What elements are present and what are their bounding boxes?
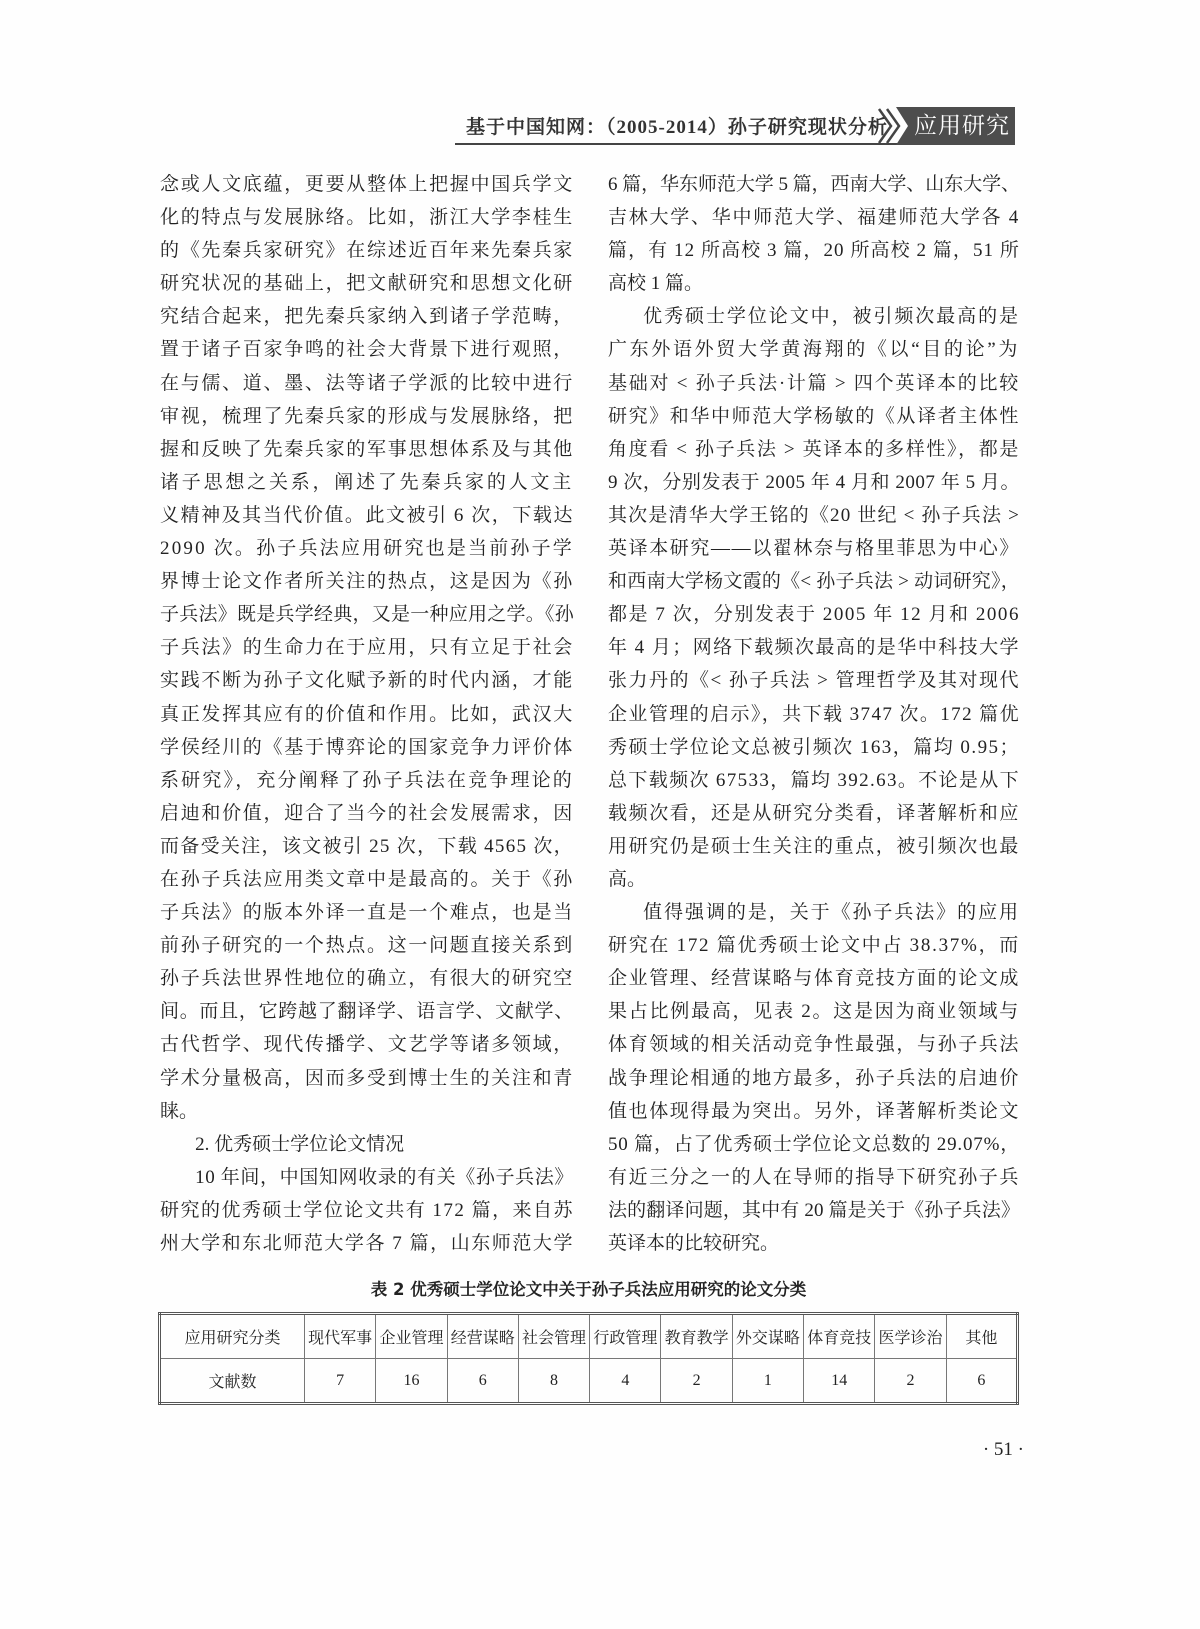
- text-line: 6 篇，华东师范大学 5 篇，西南大学、山东大学、: [608, 174, 1020, 195]
- text-line: 角度看 < 孙子兵法 > 英译本的多样性》，都是: [608, 438, 1020, 460]
- text-line: 高校 1 篇。: [608, 273, 704, 295]
- text-line: 孙子兵法世界性地位的确立，有很大的研究空: [160, 968, 574, 990]
- text-line: 体育领域的相关活动竞争性最强，与孙子兵法: [608, 1034, 1020, 1056]
- classification-table: [158, 1312, 1019, 1405]
- text-line: 有近三分之一的人在导师的指导下研究孙子兵: [608, 1166, 1020, 1188]
- text-line: 究结合起来，把先秦兵家纳入到诸子学范畴，: [160, 306, 574, 328]
- table-cell: 16: [376, 1359, 447, 1404]
- text-line: 念或人文底蕴，更要从整体上把握中国兵学文: [160, 174, 574, 195]
- table-header-cell: 行政管理: [590, 1314, 661, 1359]
- text-line: 启迪和价值，迎合了当今的社会发展需求，因: [160, 802, 574, 824]
- text-line: 间。而且，它跨越了翻译学、语言学、文献学、: [160, 1001, 574, 1023]
- text-line: 战争理论相通的地方最多，孙子兵法的启迪价: [608, 1067, 1020, 1089]
- text-line: 值得强调的是，关于《孙子兵法》的应用: [643, 902, 1020, 924]
- text-line: 基础对 < 孙子兵法·计篇 > 四个英译本的比较: [608, 372, 1020, 394]
- table-cell: 1: [732, 1359, 803, 1404]
- text-line: 子兵法》的版本外译一直是一个难点，也是当: [160, 902, 574, 924]
- text-line: 系研究》，充分阐释了孙子兵法在竞争理论的: [160, 769, 574, 791]
- text-line: 置于诸子百家争鸣的社会大背景下进行观照，: [160, 339, 574, 361]
- text-line: 都是 7 次，分别发表于 2005 年 12 月和 2006: [608, 604, 1020, 626]
- text-line: 张力丹的《< 孙子兵法 > 管理哲学及其对现代: [608, 670, 1020, 692]
- text-line: 的《先秦兵家研究》在综述近百年来先秦兵家: [160, 240, 574, 262]
- table-cell: 7: [305, 1359, 376, 1404]
- text-line: 总下载频次 67533，篇均 392.63。不论是从下: [608, 769, 1020, 791]
- text-line: 在孙子兵法应用类文章中是最高的。关于《孙: [160, 868, 574, 890]
- section-badge: [876, 104, 1016, 148]
- text-line: 载频次看，还是从研究分类看，译著解析和应: [608, 802, 1020, 824]
- text-line: 优秀硕士学位论文中，被引频次最高的是: [643, 306, 1020, 328]
- table-header-cell: 企业管理: [376, 1314, 447, 1359]
- text-line: 广东外语外贸大学黄海翔的《以“目的论”为: [608, 339, 1020, 361]
- text-line: 子兵法》既是兵学经典，又是一种应用之学。《孙: [160, 604, 574, 626]
- text-line: 2090 次。孙子兵法应用研究也是当前孙子学: [160, 538, 574, 560]
- running-title: 基于中国知网：（2005-2014）孙子研究现状分析: [466, 117, 888, 138]
- table-cell: 2: [661, 1359, 732, 1404]
- text-line: 州大学和东北师范大学各 7 篇，山东师范大学: [160, 1233, 574, 1254]
- text-line: 企业管理、经营谋略与体育竞技方面的论文成: [608, 968, 1020, 990]
- section-label: 应用研究: [914, 113, 1010, 139]
- text-line: 吉林大学、华中师范大学、福建师范大学各 4: [608, 207, 1020, 229]
- text-line: 研究状况的基础上，把文献研究和思想文化研: [160, 273, 574, 295]
- table-header-cell: 社会管理: [518, 1314, 589, 1359]
- text-line: 而备受关注，该文被引 25 次，下载 4565 次，: [160, 835, 574, 857]
- table-caption: 表 2 优秀硕士学位论文中关于孙子兵法应用研究的论文分类: [370, 1280, 807, 1299]
- table-header-cell: 教育教学: [661, 1314, 732, 1359]
- text-line: 篇，有 12 所高校 3 篇，20 所高校 2 篇，51 所: [608, 240, 1020, 262]
- left-column: [160, 168, 574, 1260]
- text-line: 和西南大学杨文霞的《< 孙子兵法 > 动词研究》，: [608, 571, 1020, 593]
- text-line: 古代哲学、现代传播学、文艺学等诸多领域，: [160, 1034, 574, 1056]
- text-line: 诸子思想之关系，阐述了先秦兵家的人文主: [160, 471, 574, 493]
- table-row-label: 文献数: [160, 1359, 305, 1404]
- table-cell: 6: [946, 1359, 1017, 1404]
- table-cell: 2: [875, 1359, 946, 1404]
- table-row: [160, 1359, 1018, 1404]
- text-line: 真正发挥其应有的价值和作用。比如，武汉大: [160, 703, 574, 725]
- table-header-cell: 现代军事: [305, 1314, 376, 1359]
- text-line: 年 4 月；网络下载频次最高的是华中科技大学: [608, 637, 1020, 659]
- right-column: [608, 168, 1020, 1260]
- text-line: 50 篇，占了优秀硕士学位论文总数的 29.07%，: [608, 1133, 1020, 1155]
- text-line: 子兵法》的生命力在于应用，只有立足于社会: [160, 637, 574, 659]
- text-line: 用研究仍是硕士生关注的重点，被引频次也最: [608, 835, 1020, 857]
- text-line: 睐。: [160, 1100, 199, 1122]
- table-cell: 14: [804, 1359, 875, 1404]
- table-cell: 6: [447, 1359, 518, 1404]
- text-line: 学术分量极高，因而多受到博士生的关注和青: [160, 1067, 574, 1089]
- text-line: 化的特点与发展脉络。比如，浙江大学李桂生: [160, 207, 574, 229]
- text-line: 9 次，分别发表于 2005 年 4 月和 2007 年 5 月。: [608, 471, 1020, 493]
- text-line: 10 年间，中国知网收录的有关《孙子兵法》: [195, 1166, 574, 1188]
- text-line: 界博士论文作者所关注的热点，这是因为《孙: [160, 571, 574, 593]
- table-header-cell: 经营谋略: [447, 1314, 518, 1359]
- chevron-icon: [887, 109, 899, 143]
- table-container: [158, 1312, 1019, 1405]
- text-line: 前孙子研究的一个热点。这一问题直接关系到: [160, 935, 574, 957]
- table-header-cell: 应用研究分类: [160, 1314, 305, 1359]
- text-line: 实践不断为孙子文化赋予新的时代内涵，才能: [160, 670, 574, 692]
- page-number: · 51 ·: [982, 1439, 1024, 1460]
- text-line: 法的翻译问题，其中有 20 篇是关于《孙子兵法》: [608, 1199, 1020, 1221]
- table-cell: 8: [518, 1359, 589, 1404]
- text-line: 其次是清华大学王铭的《20 世纪 < 孙子兵法 >: [608, 504, 1020, 526]
- text-line: 学侯经川的《基于博弈论的国家竞争力评价体: [160, 736, 574, 758]
- text-line: 研究在 172 篇优秀硕士论文中占 38.37%，而: [608, 935, 1020, 957]
- text-line: 在与儒、道、墨、法等诸子学派的比较中进行: [160, 372, 574, 394]
- text-line: 研究》和华中师范大学杨敏的《从译者主体性: [608, 405, 1020, 427]
- table-header-cell: 外交谋略: [732, 1314, 803, 1359]
- table-cell: 4: [590, 1359, 661, 1404]
- text-line: 果占比例最高，见表 2。这是因为商业领域与: [608, 1001, 1020, 1023]
- table-header-cell: 体育竞技: [804, 1314, 875, 1359]
- text-line: 企业管理的启示》，共下载 3747 次。172 篇优: [608, 703, 1020, 725]
- text-line: 英译本研究——以翟林奈与格里菲思为中心》: [608, 538, 1020, 560]
- table-header-row: [160, 1314, 1018, 1359]
- text-line: 秀硕士学位论文总被引频次 163，篇均 0.95；: [608, 736, 1020, 758]
- text-line: 高。: [608, 868, 647, 890]
- header-rule: [455, 143, 903, 145]
- text-line: 研究的优秀硕士学位论文共有 172 篇，来自苏: [160, 1199, 574, 1221]
- text-line: 握和反映了先秦兵家的军事思想体系及与其他: [160, 438, 574, 460]
- section-heading: 2. 优秀硕士学位论文情况: [195, 1133, 405, 1155]
- text-line: 英译本的比较研究。: [608, 1233, 780, 1254]
- text-line: 值也体现得最为突出。另外，译著解析类论文: [608, 1100, 1020, 1122]
- table-header-cell: 医学诊治: [875, 1314, 946, 1359]
- table-header-cell: 其他: [946, 1314, 1017, 1359]
- text-line: 义精神及其当代价值。此文被引 6 次，下载达: [160, 504, 574, 526]
- text-line: 审视，梳理了先秦兵家的形成与发展脉络，把: [160, 405, 574, 427]
